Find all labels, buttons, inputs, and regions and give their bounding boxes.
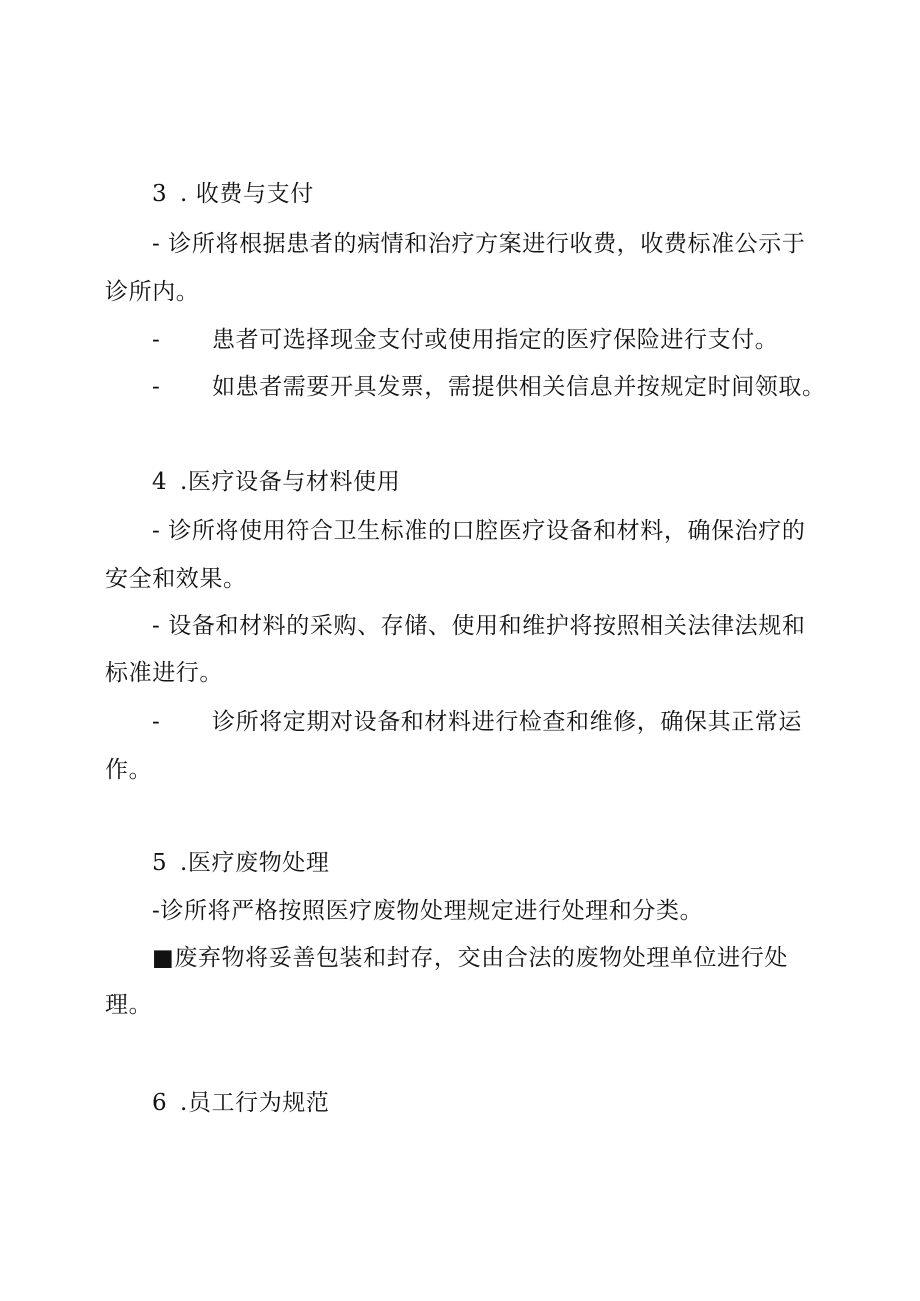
section-4-line-5-text: 诊所将定期对设备和材料进行检查和维修，确保其正常运 — [212, 709, 802, 735]
section-4-title: .医疗设备与材料使用 — [180, 469, 401, 495]
section-4-line-5 — [152, 704, 802, 740]
section-4-line-4: 标准进行。 — [105, 660, 223, 686]
section-5-line-3: 理。 — [105, 992, 153, 1018]
list-dash: - — [152, 374, 161, 400]
section-3-line-1: - 诊所将根据患者的病情和治疗方案进行收费，收费标准公示于 — [152, 231, 806, 257]
section-5-line-2: ■废弃物将妥善包装和封存，交由合法的废物处理单位进行处 — [152, 945, 788, 971]
section-5-heading — [152, 845, 330, 881]
section-3-line-2: 诊所内。 — [105, 279, 200, 305]
section-6-number: 6 — [152, 1090, 168, 1116]
section-6-heading — [152, 1085, 330, 1121]
section-3-number: 3 — [152, 181, 168, 207]
section-4-line-6: 作。 — [105, 757, 153, 783]
section-3-title: . 收费与支付 — [180, 181, 314, 207]
section-6-title: .员工行为规范 — [180, 1090, 330, 1116]
section-3-line-4 — [152, 369, 826, 405]
list-dash: - — [152, 327, 161, 353]
section-5-number: 5 — [152, 850, 168, 876]
section-4-number: 4 — [152, 469, 168, 495]
section-3-line-3-text: 患者可选择现金支付或使用指定的医疗保险进行支付。 — [212, 327, 779, 353]
section-5-line-1: -诊所将严格按照医疗废物处理规定进行处理和分类。 — [152, 898, 704, 924]
section-4-heading — [152, 464, 400, 500]
section-3-line-3 — [152, 322, 778, 358]
section-3-line-4-text: 如患者需要开具发票，需提供相关信息并按规定时间领取。 — [212, 374, 826, 400]
section-5-title: .医疗废物处理 — [180, 850, 330, 876]
section-4-line-1: - 诊所将使用符合卫生标准的口腔医疗设备和材料，确保治疗的 — [152, 518, 806, 544]
section-4-line-3: - 设备和材料的采购、存储、使用和维护将按照相关法律法规和 — [152, 613, 806, 639]
section-4-line-2: 安全和效果。 — [105, 566, 247, 592]
list-dash: - — [152, 709, 161, 735]
section-3-heading — [152, 176, 314, 212]
